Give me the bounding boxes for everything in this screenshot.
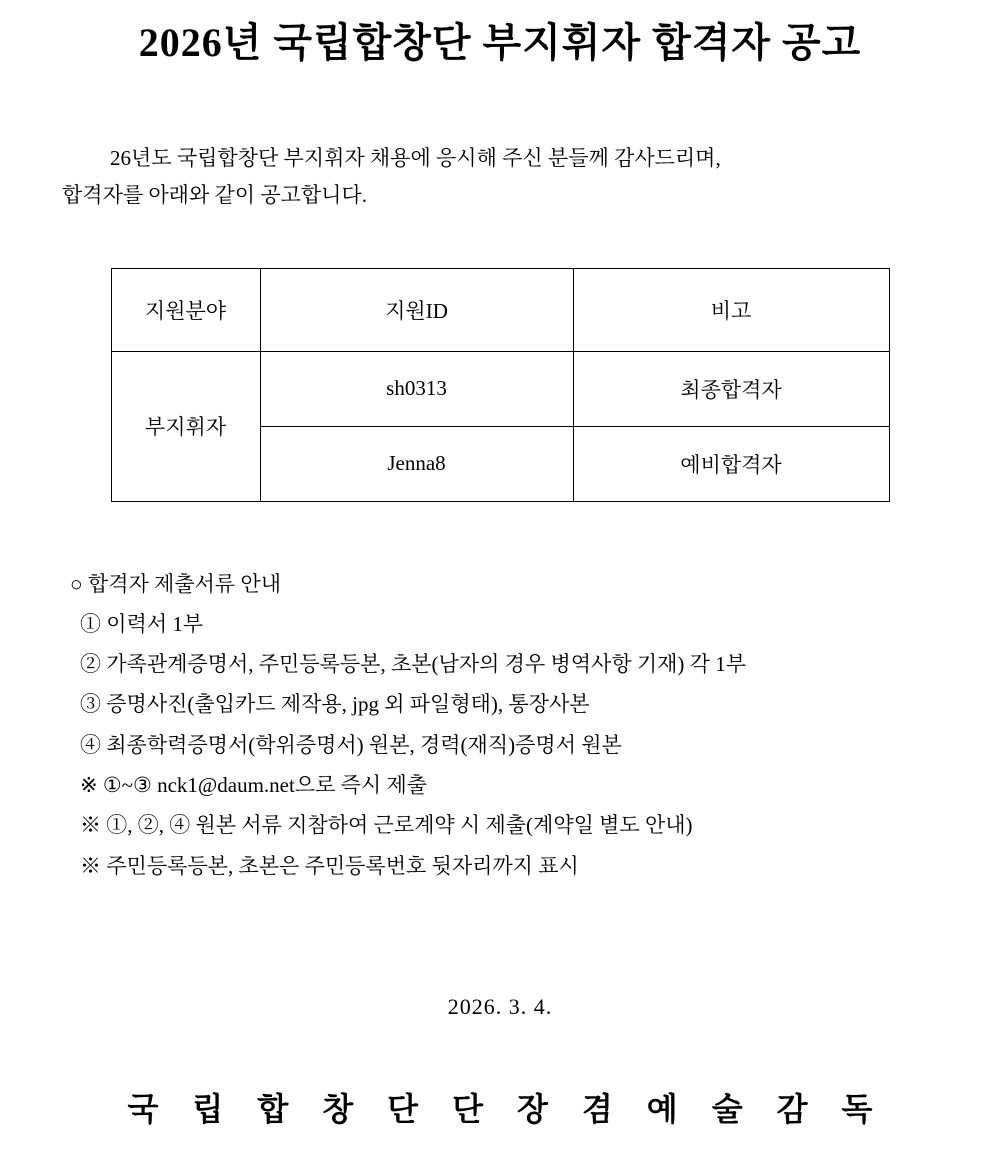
cell-note-2: 예비합격자 xyxy=(573,426,889,501)
table-row xyxy=(111,351,889,426)
notice-item-2: ② 가족관계증명서, 주민등록등본, 초본(남자의 경우 병역사항 기재) 각 1부 xyxy=(80,652,746,677)
page-title: 2026년 국립합창단 부지휘자 합격자 공고 xyxy=(138,20,862,65)
header-note: 비고 xyxy=(573,268,889,351)
intro-paragraph xyxy=(62,140,938,214)
header-field: 지원분야 xyxy=(111,268,260,351)
result-table-container xyxy=(0,268,1000,502)
notice-item-3: ③ 증명사진(출입카드 제작용, jpg 외 파일형태), 통장사본 xyxy=(80,692,590,717)
notice-item-1: ① 이력서 1부 xyxy=(80,611,204,636)
cell-note-1: 최종합격자 xyxy=(573,351,889,426)
notice-item-7: ※ 주민등록등본, 초본은 주민등록번호 뒷자리까지 표시 xyxy=(80,853,579,878)
table-header-row xyxy=(111,268,889,351)
intro-line-2: 합격자를 아래와 같이 공고합니다. xyxy=(62,182,368,207)
cell-id-2: Jenna8 xyxy=(260,426,573,501)
notice-item-4: ④ 최종학력증명서(학위증명서) 원본, 경력(재직)증명서 원본 xyxy=(80,732,622,757)
intro-line-1 xyxy=(62,140,938,177)
notice-section xyxy=(70,564,1000,887)
intro-text-1: 26년도 국립합창단 부지휘자 채용에 응시해 주신 분들께 감사드리며, xyxy=(110,146,721,170)
notice-item-6: ※ ①, ②, ④ 원본 서류 지참하여 근로계약 시 제출(계약일 별도 안내) xyxy=(80,813,693,838)
document-page xyxy=(0,18,1000,1172)
header-id: 지원ID xyxy=(260,268,573,351)
issue-date: 2026. 3. 4. xyxy=(447,994,553,1019)
signature-line: 국 립 합 창 단 단 장 겸 예 술 감 독 xyxy=(127,1091,886,1127)
result-table xyxy=(111,268,890,502)
cell-id-1: sh0313 xyxy=(260,351,573,426)
cell-field-label: 부지휘자 xyxy=(111,351,260,501)
table-header xyxy=(111,268,889,351)
notice-heading: ○ 합격자 제출서류 안내 xyxy=(70,571,282,596)
table-body xyxy=(111,351,889,501)
notice-item-5: ※ ①~③ nck1@daum.net으로 즉시 제출 xyxy=(80,773,428,798)
